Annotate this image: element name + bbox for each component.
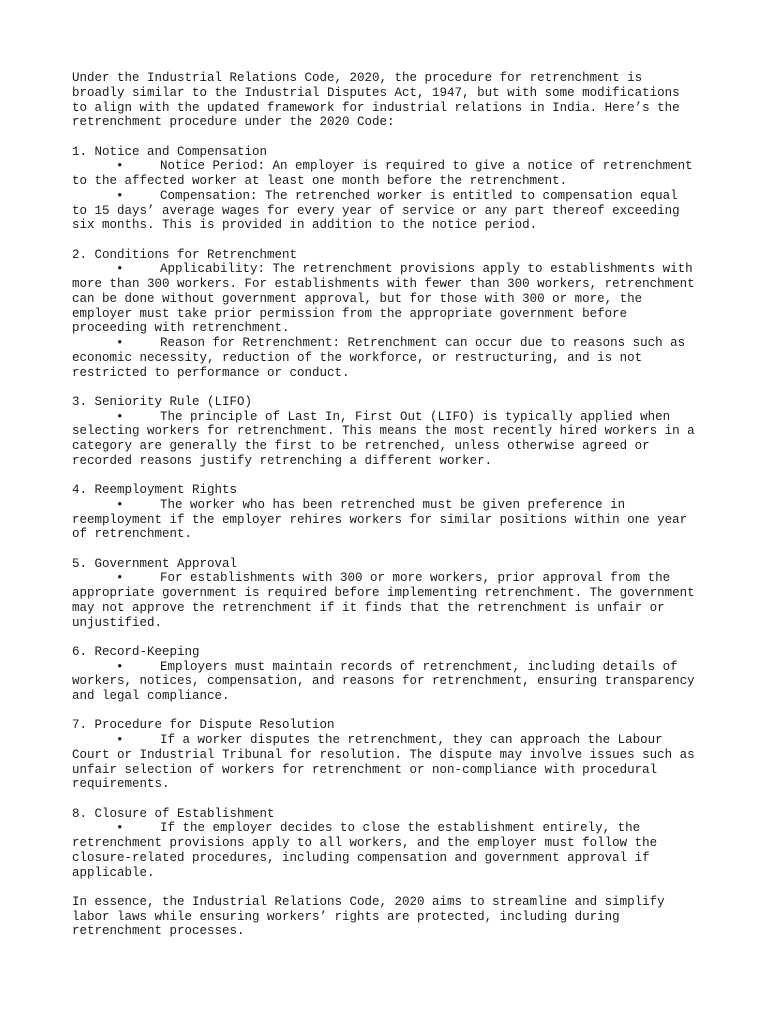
bullet-continuation-line xyxy=(72,424,712,439)
bullet-continuation-line xyxy=(72,439,712,454)
bullet-continuation-line xyxy=(72,601,712,616)
bullet-continuation-line xyxy=(72,616,712,631)
section-heading-text: 2. Conditions for Retrenchment xyxy=(72,247,298,262)
paragraph-spacer xyxy=(72,542,712,557)
bullet-continuation-line-text: selecting workers for retrenchment. This means the most recently hired workers in a xyxy=(72,424,695,439)
bullet-marker: • xyxy=(116,159,124,174)
bullet-continuation-line-text: of retrenchment. xyxy=(72,527,193,542)
bullet-continuation-line xyxy=(72,689,712,704)
bullet-continuation-line xyxy=(72,866,712,881)
bullet-first-line xyxy=(72,498,712,513)
bullet-continuation-line xyxy=(72,174,712,189)
bullet-continuation-line-text: closure-related procedures, including compensation and government approval if xyxy=(72,850,650,865)
intro-line xyxy=(72,115,712,130)
bullet-continuation-line xyxy=(72,366,712,381)
intro-line-text: to align with the updated framework for industrial relations in India. Here’s the xyxy=(72,100,680,115)
bullet-continuation-line-text: applicable. xyxy=(72,865,155,880)
bullet-continuation-line xyxy=(72,674,712,689)
bullet-marker: • xyxy=(116,336,124,350)
section-7 xyxy=(72,718,712,792)
section-heading-text: 8. Closure of Establishment xyxy=(72,806,275,821)
bullet-first-line xyxy=(72,660,712,675)
bullet-continuation-line-text: restricted to performance or conduct. xyxy=(72,365,350,380)
conclusion-line xyxy=(72,910,712,925)
bullet-text: For establishments with 300 or more workers, prior approval from the xyxy=(160,571,671,586)
bullet-continuation-line xyxy=(72,454,712,469)
bullet-first-line xyxy=(72,336,712,351)
bullet-text: Reason for Retrenchment: Retrenchment can occur due to reasons such as xyxy=(160,336,686,350)
bullet-continuation-line xyxy=(72,777,712,792)
intro-line-text: broadly similar to the Industrial Disputes Act, 1947, but with some modifications xyxy=(72,85,680,100)
conclusion-line xyxy=(72,895,712,910)
paragraph-spacer xyxy=(72,233,712,248)
section-5 xyxy=(72,557,712,631)
bullet-marker: • xyxy=(116,409,124,424)
section-heading-text: 4. Reemployment Rights xyxy=(72,483,238,497)
bullet-continuation-line xyxy=(72,218,712,233)
bullet-continuation-line-text: more than 300 workers. For establishments with fewer than 300 workers, retrenchment xyxy=(72,277,695,291)
bullet-continuation-line-text: may not approve the retrenchment if it finds that the retrenchment is unfair or xyxy=(72,600,665,615)
bullet-item xyxy=(72,821,712,880)
section-heading xyxy=(72,248,712,263)
bullet-continuation-line-text: six months. This is provided in addition to the notice period. xyxy=(72,218,538,233)
section-heading xyxy=(72,645,712,660)
paragraph-spacer xyxy=(72,469,712,484)
bullet-marker: • xyxy=(116,571,124,586)
bullet-marker: • xyxy=(116,821,124,836)
bullet-first-line xyxy=(72,821,712,836)
bullet-item xyxy=(72,410,712,469)
bullet-continuation-line-text: can be done without government approval, but for those with 300 or more, the xyxy=(72,291,643,306)
bullet-continuation-line-text: unjustified. xyxy=(72,615,163,630)
bullet-first-line xyxy=(72,262,712,277)
paragraph-spacer xyxy=(72,130,712,145)
intro-line xyxy=(72,86,712,101)
bullet-continuation-line-text: category are generally the first to be retrenched, unless otherwise agreed or xyxy=(72,439,650,453)
bullet-continuation-line-text: employer must take prior permission from the appropriate government before xyxy=(72,306,628,321)
section-heading xyxy=(72,557,712,572)
intro-line xyxy=(72,101,712,116)
paragraph-spacer xyxy=(72,630,712,645)
section-heading-text: 6. Record-Keeping xyxy=(72,644,200,659)
conclusion-line-text: labor laws while ensuring workers’ rights are protected, including during xyxy=(72,909,620,924)
section-heading xyxy=(72,145,712,160)
bullet-marker: • xyxy=(116,497,124,512)
section-4 xyxy=(72,483,712,542)
intro-line-text: retrenchment procedure under the 2020 Code: xyxy=(72,115,395,130)
bullet-text: If a worker disputes the retrenchment, they can approach the Labour xyxy=(160,733,663,747)
bullet-item xyxy=(72,660,712,704)
bullet-text: Employers must maintain records of retrenchment, including details of xyxy=(160,659,678,674)
bullet-continuation-line-text: retrenchment provisions apply to all workers, and the employer must follow the xyxy=(72,836,658,850)
section-3 xyxy=(72,395,712,469)
bullet-continuation-line-text: proceeding with retrenchment. xyxy=(72,321,290,336)
conclusion-line-text: In essence, the Industrial Relations Code, 2020 aims to streamline and simplify xyxy=(72,894,665,909)
bullet-continuation-line-text: reemployment if the employer rehires workers for similar positions within one year xyxy=(72,512,688,527)
bullet-text: Compensation: The retrenched worker is entitled to compensation equal xyxy=(160,188,678,203)
conclusion-line xyxy=(72,924,712,939)
bullet-text: The principle of Last In, First Out (LIFO) is typically applied when xyxy=(160,409,671,424)
bullet-continuation-line-text: and legal compliance. xyxy=(72,689,230,703)
section-heading xyxy=(72,395,712,410)
bullet-marker: • xyxy=(116,733,124,747)
bullet-first-line xyxy=(72,571,712,586)
bullet-continuation-line-text: recorded reasons justify retrenching a different worker. xyxy=(72,453,493,468)
bullet-item xyxy=(72,159,712,189)
bullet-continuation-line xyxy=(72,351,712,366)
bullet-item xyxy=(72,571,712,630)
bullet-continuation-line-text: appropriate government is required before implementing retrenchment. The government xyxy=(72,586,695,600)
paragraph-spacer xyxy=(72,880,712,895)
bullet-continuation-line-text: to 15 days’ average wages for every year of service or any part thereof exceeding xyxy=(72,203,680,218)
bullet-item xyxy=(72,733,712,792)
bullet-continuation-line xyxy=(72,527,712,542)
section-heading xyxy=(72,718,712,733)
bullet-item xyxy=(72,498,712,542)
intro-line-text: Under the Industrial Relations Code, 2020, the procedure for retrenchment is xyxy=(72,71,643,85)
bullet-continuation-line xyxy=(72,586,712,601)
bullet-first-line xyxy=(72,189,712,204)
section-heading-text: 3. Seniority Rule (LIFO) xyxy=(72,394,253,409)
document-body xyxy=(72,71,712,939)
bullet-first-line xyxy=(72,410,712,425)
paragraph-spacer xyxy=(72,792,712,807)
bullet-continuation-line xyxy=(72,851,712,866)
bullet-continuation-line-text: unfair selection of workers for retrenchment or non-compliance with procedural xyxy=(72,762,658,777)
section-heading-text: 5. Government Approval xyxy=(72,556,238,571)
bullet-item xyxy=(72,336,712,380)
bullet-continuation-line-text: Court or Industrial Tribunal for resolution. The dispute may involve issues such as xyxy=(72,747,695,762)
bullet-first-line xyxy=(72,733,712,748)
bullet-item xyxy=(72,262,712,336)
bullet-continuation-line-text: economic necessity, reduction of the workforce, or restructuring, and is not xyxy=(72,350,643,365)
bullet-continuation-line-text: workers, notices, compensation, and reasons for retrenchment, ensuring transparency xyxy=(72,674,695,689)
conclusion-line-text: retrenchment processes. xyxy=(72,924,245,939)
section-heading-text: 7. Procedure for Dispute Resolution xyxy=(72,718,335,733)
bullet-text: The worker who has been retrenched must be given preference in xyxy=(160,497,626,512)
paragraph-spacer xyxy=(72,704,712,719)
section-heading xyxy=(72,807,712,822)
bullet-marker: • xyxy=(116,262,124,277)
bullet-continuation-line xyxy=(72,763,712,778)
section-2 xyxy=(72,248,712,381)
bullet-continuation-line xyxy=(72,204,712,219)
conclusion-paragraph xyxy=(72,895,712,939)
bullet-continuation-line-text: requirements. xyxy=(72,777,170,792)
section-6 xyxy=(72,645,712,704)
section-1 xyxy=(72,145,712,234)
bullet-continuation-line xyxy=(72,513,712,528)
bullet-first-line xyxy=(72,159,712,174)
bullet-continuation-line xyxy=(72,748,712,763)
section-heading-text: 1. Notice and Compensation xyxy=(72,144,268,159)
bullet-continuation-line xyxy=(72,277,712,292)
section-heading xyxy=(72,483,712,498)
bullet-marker: • xyxy=(116,188,124,203)
section-8 xyxy=(72,807,712,881)
bullet-continuation-line xyxy=(72,307,712,322)
intro-line xyxy=(72,71,712,86)
bullet-text: Applicability: The retrenchment provisions apply to establishments with xyxy=(160,262,693,277)
bullet-continuation-line xyxy=(72,321,712,336)
bullet-continuation-line xyxy=(72,292,712,307)
paragraph-spacer xyxy=(72,380,712,395)
bullet-continuation-line xyxy=(72,836,712,851)
bullet-marker: • xyxy=(116,659,124,674)
bullet-text: If the employer decides to close the establishment entirely, the xyxy=(160,821,641,836)
bullet-continuation-line-text: to the affected worker at least one month before the retrenchment. xyxy=(72,174,568,188)
bullet-item xyxy=(72,189,712,233)
bullet-text: Notice Period: An employer is required to give a notice of retrenchment xyxy=(160,159,693,174)
intro-paragraph xyxy=(72,71,712,130)
